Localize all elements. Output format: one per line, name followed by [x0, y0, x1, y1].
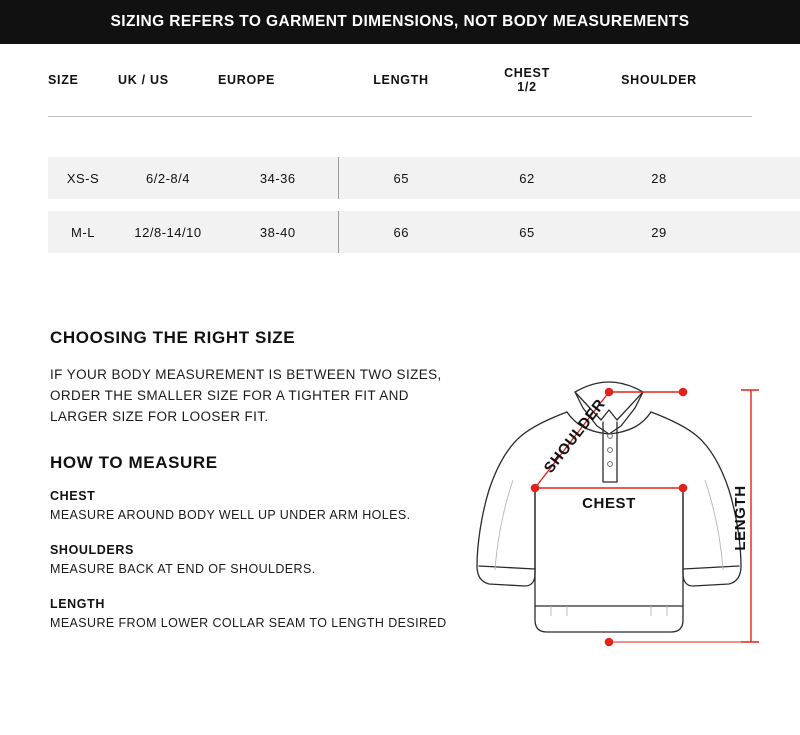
- pad-cell: [728, 157, 800, 199]
- cell-size: M-L: [48, 211, 118, 253]
- pad-cell: [0, 157, 48, 199]
- spacer-cell: [0, 117, 800, 157]
- table-header-row: [0, 44, 800, 116]
- size-table: [0, 44, 800, 253]
- pad-cell: [0, 44, 48, 116]
- table-row: [0, 211, 800, 253]
- diagram-label-length: LENGTH: [732, 485, 749, 551]
- table-row: [0, 157, 800, 199]
- garment-diagram: [455, 370, 775, 700]
- header-banner: [0, 0, 800, 44]
- gap-cell: [0, 199, 800, 211]
- measure-length-label: LENGTH: [50, 597, 105, 611]
- column-header-length: LENGTH: [373, 73, 429, 87]
- pad-cell: [0, 211, 48, 253]
- cell-uk-us: 6/2-8/4: [118, 157, 218, 199]
- measure-chest-text: MEASURE AROUND BODY WELL UP UNDER ARM HOLES.: [50, 508, 411, 522]
- column-header-chest-line2: 1/2: [517, 80, 537, 94]
- column-header-size: SIZE: [48, 73, 79, 87]
- how-to-measure-title: HOW TO MEASURE: [50, 453, 218, 472]
- cell-shoulder: 28: [590, 157, 728, 199]
- column-header-chest-line1: CHEST: [504, 66, 550, 80]
- cell-europe: 34-36: [218, 157, 338, 199]
- guide-text-column: [50, 328, 470, 651]
- cell-chest: 62: [464, 157, 590, 199]
- table-row-gap: [0, 199, 800, 211]
- cell-chest: 65: [464, 211, 590, 253]
- diagram-label-shoulder: SHOULDER: [540, 395, 609, 477]
- choosing-size-title: CHOOSING THE RIGHT SIZE: [50, 328, 296, 347]
- cell-europe: 38-40: [218, 211, 338, 253]
- choosing-size-body: IF YOUR BODY MEASUREMENT IS BETWEEN TWO SIZES, ORDER THE SMALLER SIZE FOR A TIGHTER FIT AND LARGER SIZE FOR LOOSER FIT.: [50, 367, 442, 424]
- table-spacer: [0, 117, 800, 157]
- measure-shoulders-text: MEASURE BACK AT END OF SHOULDERS.: [50, 562, 316, 576]
- banner-title: SIZING REFERS TO GARMENT DIMENSIONS, NOT BODY MEASUREMENTS: [110, 13, 690, 30]
- pad-cell: [728, 44, 800, 116]
- cell-length: 65: [338, 157, 464, 199]
- diagram-label-chest: CHEST: [582, 495, 636, 512]
- measure-chest-label: CHEST: [50, 489, 96, 503]
- cell-shoulder: 29: [590, 211, 728, 253]
- size-table-container: [0, 44, 800, 294]
- column-header-uk-us: UK / US: [118, 73, 169, 87]
- column-header-shoulder: SHOULDER: [621, 73, 697, 87]
- pad-cell: [728, 211, 800, 253]
- column-header-chest: [464, 44, 590, 116]
- cell-size: XS-S: [48, 157, 118, 199]
- cell-uk-us: 12/8-14/10: [118, 211, 218, 253]
- measure-length-text: MEASURE FROM LOWER COLLAR SEAM TO LENGTH DESIRED: [50, 616, 447, 630]
- column-header-europe: EUROPE: [218, 73, 275, 87]
- cell-length: 66: [338, 211, 464, 253]
- measure-shoulders-label: SHOULDERS: [50, 543, 134, 557]
